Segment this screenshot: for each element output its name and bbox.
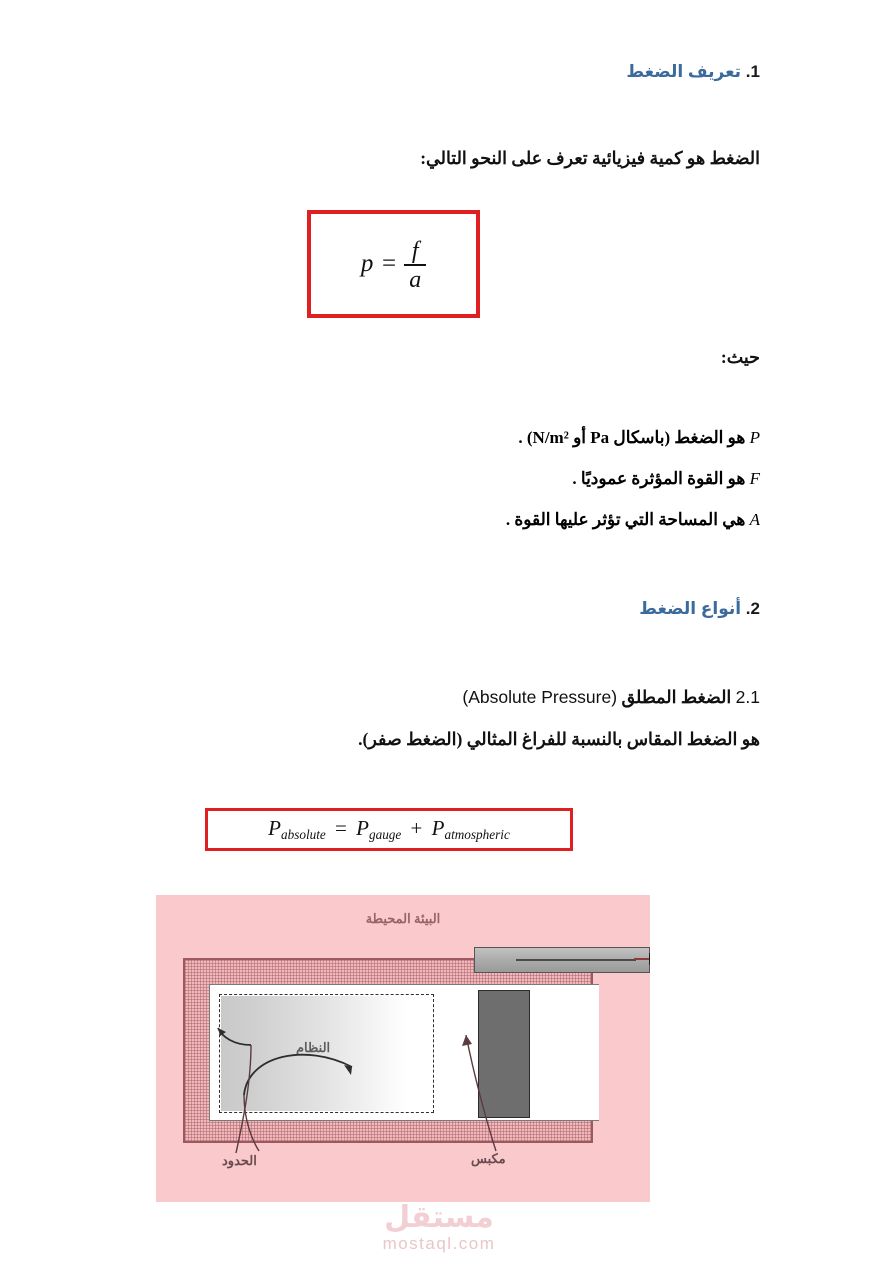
- section-1-heading: [626, 62, 760, 82]
- diagram-system-label: النظام: [296, 1040, 331, 1055]
- diagram-piston-label: مكبس: [471, 1151, 506, 1166]
- motion-arrow-icon: [634, 958, 650, 960]
- formula-box-pressure: [307, 210, 480, 318]
- cylinder-chamber: [209, 984, 599, 1121]
- section-2-number: 2.: [745, 599, 760, 618]
- definition-text-f: هو القوة المؤثرة عموديًا .: [572, 469, 746, 488]
- definition-symbol-a: A: [749, 510, 760, 529]
- formula-box-absolute-pressure: [205, 808, 573, 851]
- section-2-heading: [639, 599, 760, 619]
- formula2-equals: =: [335, 815, 347, 840]
- subsection-2-1-title-en: (Absolute Pressure): [462, 687, 618, 707]
- system-boundary-diagram: [156, 895, 650, 1202]
- formula2-term3-sub: atmospheric: [444, 827, 510, 843]
- subsection-2-1-heading: [462, 685, 760, 710]
- cylinder-wall: [183, 958, 593, 1143]
- section-1-number: 1.: [745, 62, 760, 81]
- formula-numerator: f: [411, 237, 419, 264]
- formula2-plus: +: [410, 815, 423, 840]
- formula2-term1-sub: absolute: [281, 827, 326, 843]
- definition-symbol-p: P: [749, 428, 760, 447]
- definition-item-a: [506, 510, 760, 530]
- subsection-2-1-text: هو الضغط المقاس بالنسبة للفراغ المثالي (الضغط صفر).: [358, 729, 760, 749]
- where-label: حيث:: [720, 347, 760, 367]
- definition-text-p: هو الضغط (باسكال Pa أو N/m²) .: [518, 428, 746, 447]
- formula2-term3: $P_{atmospheric}$: [431, 815, 510, 843]
- definition-symbol-f: F: [749, 469, 760, 488]
- piston-block: [478, 990, 530, 1118]
- formula2-term1: $P_{absolute}$: [268, 815, 326, 843]
- diagram-environment-label: البيئة المحيطة: [365, 911, 441, 926]
- definition-text-a: هي المساحة التي تؤثر عليها القوة .: [505, 510, 746, 529]
- formula2-term2-sub: gauge: [368, 827, 402, 843]
- subsection-2-1-number: 2.1: [735, 687, 760, 707]
- piston-rod-centerline: [516, 959, 636, 961]
- formula2-term2: $P_{gauge}$: [356, 815, 402, 843]
- section-2-title: أنواع الضغط: [639, 599, 742, 618]
- formula-lhs: p: [360, 250, 374, 277]
- diagram-boundary-label: الحدود: [222, 1153, 257, 1168]
- section-1-intro-paragraph: الضغط هو كمية فيزيائية تعرف على النحو التالي:: [420, 148, 760, 168]
- section-1-title: تعريف الضغط: [626, 62, 742, 81]
- watermark-latin: mostaql.com: [382, 1233, 496, 1253]
- definition-item-f: [506, 469, 760, 489]
- watermark: [0, 1202, 878, 1254]
- formula-equals: =: [380, 250, 398, 277]
- definition-list: [506, 428, 760, 530]
- definition-item-p: [506, 428, 760, 448]
- formula-absolute-pressure-expression: [268, 816, 510, 843]
- watermark-arabic: مستقل: [384, 1201, 494, 1234]
- formula-denominator: a: [409, 266, 422, 293]
- formula-pressure-expression: [361, 238, 426, 291]
- formula-fraction: [404, 239, 426, 292]
- subsection-2-1-title-ar: الضغط المطلق: [621, 687, 732, 707]
